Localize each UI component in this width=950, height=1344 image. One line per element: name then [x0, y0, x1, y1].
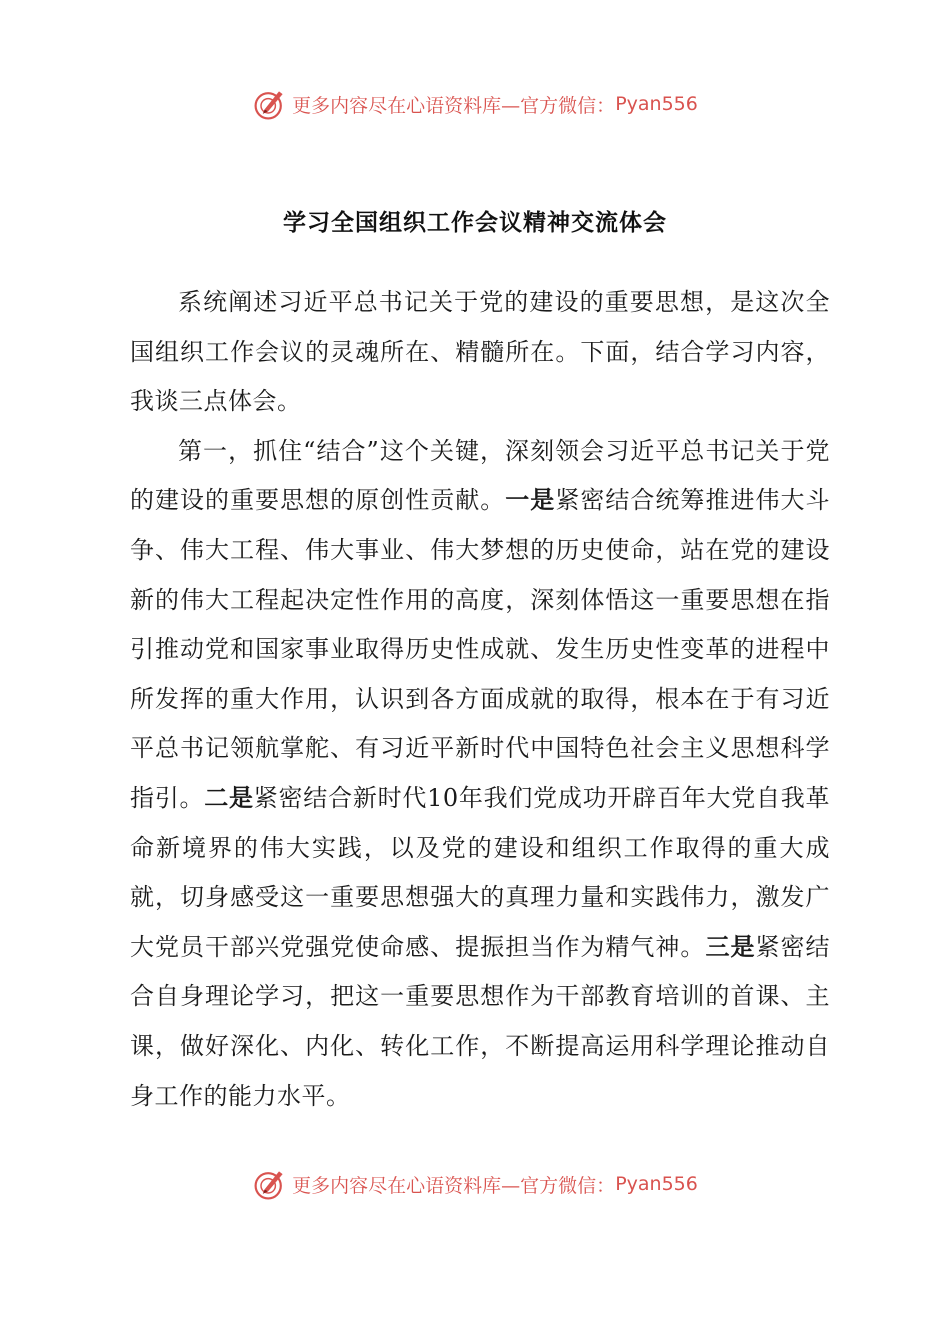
- header-banner: [0, 82, 950, 126]
- point-text-two: 紧密结合新时代10年我们党成功开辟百年大党自我革命新境界的伟大实践，以及党的建设和组织工作取得的重大成就，切身感受这一重要思想强大的真理力量和实践伟力，激发广大党员干部兴党强党使命感、提振担当作为精气神。: [130, 783, 830, 961]
- pen-logo-icon: [252, 1166, 288, 1202]
- document-body: [130, 278, 830, 1121]
- banner-wechat-label: 官方微信：: [520, 1174, 616, 1197]
- footer-banner: [0, 1162, 950, 1206]
- pen-logo-icon: [252, 86, 288, 122]
- point-label-three: 三是: [705, 932, 756, 961]
- point-label-two: 二是: [204, 783, 254, 812]
- point-text-three: 紧密结合自身理论学习，把这一重要思想作为干部教育培训的首课、主课，做好深化、内化、转化工作，不断提高运用科学理论推动自身工作的能力水平。: [130, 932, 831, 1110]
- paragraph-first-point: [130, 427, 830, 1121]
- banner-wechat-id: Pyan556: [615, 93, 698, 115]
- banner-text: 更多内容尽在心语资料库—: [292, 94, 521, 117]
- document-title: 学习全国组织工作会议精神交流体会: [283, 210, 667, 236]
- banner-text: 更多内容尽在心语资料库—: [292, 1174, 521, 1197]
- first-point-intro: 第一，抓住“结合”这个关键，深刻领会习近平总书记关于党的建设的重要思想的原创性贡献。: [130, 436, 830, 515]
- point-label-one: 一是: [505, 486, 556, 515]
- paragraph-intro: 系统阐述习近平总书记关于党的建设的重要思想，是这次全国组织工作会议的灵魂所在、精髓所在。下面，结合学习内容，我谈三点体会。: [130, 288, 830, 416]
- point-text-one: 紧密结合统筹推进伟大斗争、伟大工程、伟大事业、伟大梦想的历史使命，站在党的建设新的伟大工程起决定性作用的高度，深刻体悟这一重要思想在指引推动党和国家事业取得历史性成就、发生历史性变革的进程中所发挥的重大作用，认识到各方面成就的取得，根本在于有习近平总书记领航掌舵、有习近平新时代中国特色社会主义思想科学指引。: [130, 486, 831, 812]
- banner-wechat-label: 官方微信：: [520, 94, 616, 117]
- banner-wechat-id: Pyan556: [615, 1173, 698, 1195]
